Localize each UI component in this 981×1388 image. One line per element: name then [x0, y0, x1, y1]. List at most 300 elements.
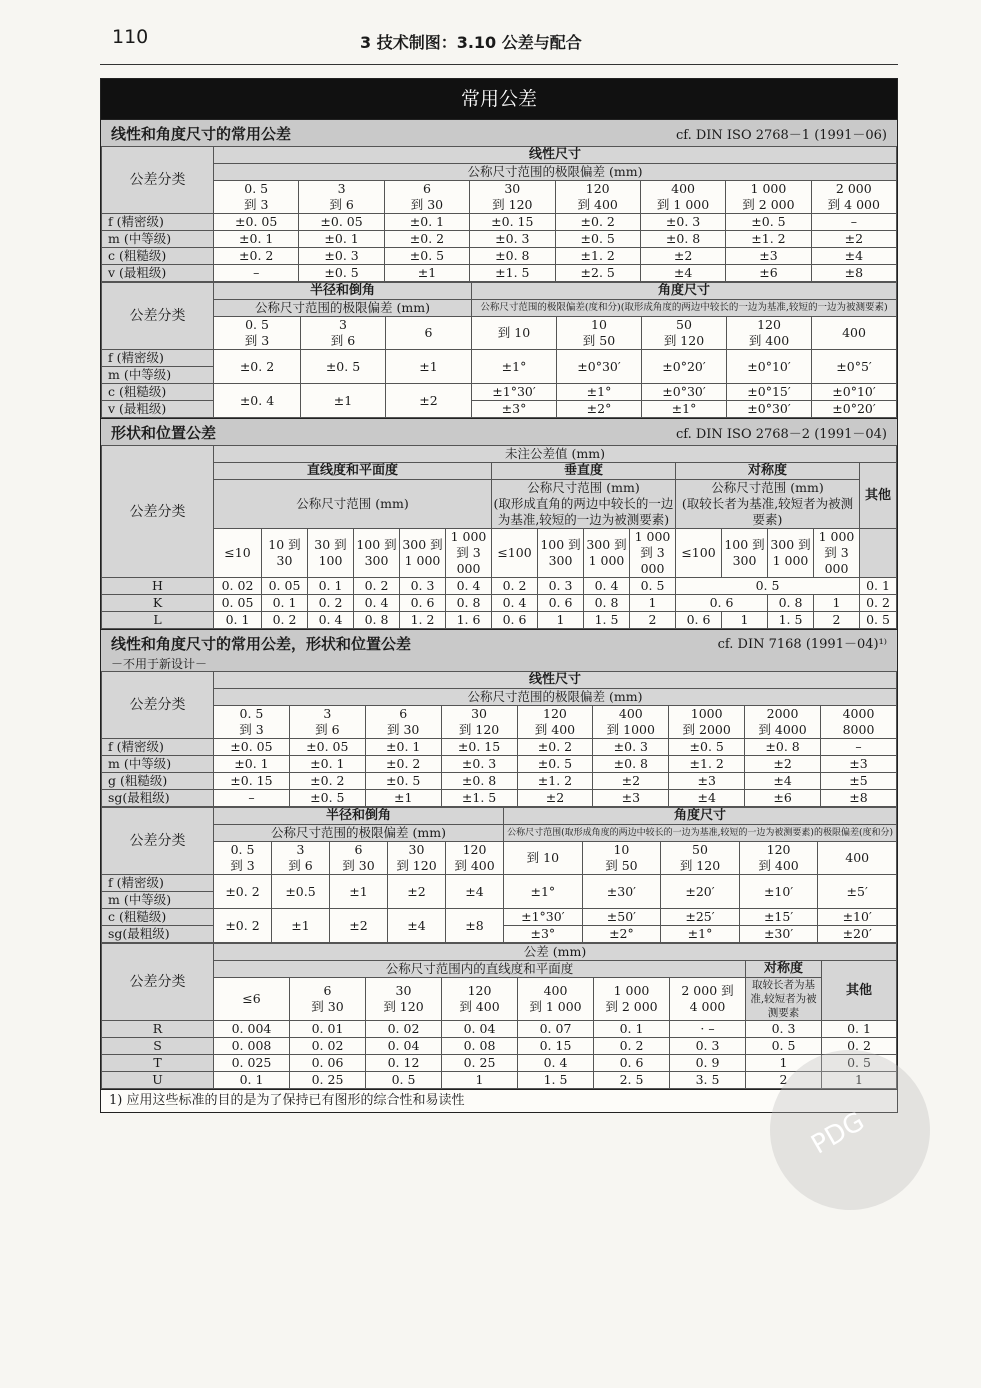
symmetry-header: 对称度: [676, 463, 860, 480]
cell: ±0. 3: [299, 248, 384, 265]
cell: ±1: [301, 384, 386, 418]
flat-range-6: 2 000 到 4 000: [670, 978, 746, 1021]
flat-range-0: ≤6: [214, 978, 290, 1021]
cell: 0. 4: [492, 595, 538, 612]
cell: ±5′: [818, 875, 897, 909]
col-header: 300 到 1 000: [768, 529, 814, 578]
perp-range: 公称尺寸范围 (mm) (取形成直角的两边中较长的一边为基准,较短的一边为被测要素): [492, 480, 676, 529]
cell: 0. 2: [492, 578, 538, 595]
cell: ±0. 8: [441, 773, 517, 790]
cell: ±1. 2: [517, 773, 593, 790]
table-row: [102, 595, 897, 612]
cell: ±0. 5: [517, 756, 593, 773]
cell: ±0. 15: [214, 773, 290, 790]
tolerance-sheet: [100, 78, 898, 1113]
radius-range-2: 6: [386, 317, 472, 350]
cell: ±1: [386, 350, 472, 384]
class-v: v (最粗级): [102, 401, 214, 418]
cell: ±0°20′: [812, 401, 897, 418]
cell: ±0. 3: [640, 214, 725, 231]
straightness-range: 公称尺寸范围 (mm): [214, 480, 492, 529]
cell: ±0. 8: [470, 248, 555, 265]
other-header: 其他: [860, 463, 897, 529]
cell: 0. 2: [308, 595, 354, 612]
class-sg: sg(最粗级): [102, 926, 214, 943]
cell: ±0. 1: [384, 214, 469, 231]
radius-range-0: 0. 5 到 3: [214, 842, 272, 875]
section-heading-2: [101, 418, 897, 445]
footnote: 1) 应用这些标准的目的是为了保持已有图形的综合性和易读性: [101, 1089, 897, 1112]
class-m: m (中等级): [102, 231, 214, 248]
class-g: g (粗糙级): [102, 773, 214, 790]
watermark-stamp: PDG: [741, 1021, 960, 1240]
cell: ±2: [330, 909, 388, 943]
form-position-table: [101, 445, 897, 629]
cell: ±0. 5: [365, 773, 441, 790]
cell: 0. 05: [262, 578, 308, 595]
cell: ±6: [726, 265, 811, 282]
class-f: f (精密级): [102, 875, 214, 892]
cell: 1: [630, 595, 676, 612]
cell: 0. 4: [584, 578, 630, 595]
cell: 0. 02: [214, 578, 262, 595]
range-0: 0. 5 到 3: [214, 181, 299, 214]
cell: ±30′: [739, 926, 818, 943]
radius-range-title: 公称尺寸范围的极限偏差 (mm): [214, 825, 504, 842]
cell: ±4: [446, 875, 504, 909]
table-row: [102, 265, 897, 282]
din7168-linear-table: [101, 671, 897, 807]
class-c: c (粗糙级): [102, 248, 214, 265]
section3-title: 线性和角度尺寸的常用公差，形状和位置公差 －不用于新设计－: [111, 635, 412, 671]
class-T: T: [102, 1055, 214, 1072]
table-row: [102, 909, 897, 926]
din7168-form-table: [101, 943, 897, 1089]
cell: ±0. 1: [214, 756, 290, 773]
cell: ±4: [388, 909, 446, 943]
cell: ±25′: [661, 909, 740, 926]
flat-range-3: 120 到 400: [442, 978, 518, 1021]
cell: ±0. 1: [299, 231, 384, 248]
cell: 0. 4: [446, 578, 492, 595]
cell: ±0. 2: [214, 909, 272, 943]
cell: 0. 008: [214, 1038, 290, 1055]
table-row: [102, 214, 897, 231]
cell: ±30′: [582, 875, 661, 909]
cell: 0. 25: [442, 1055, 518, 1072]
header-rule: [100, 64, 898, 65]
cell: ±1°30′: [472, 384, 557, 401]
cell: ±0. 5: [726, 214, 811, 231]
radius-range-2: 6 到 30: [330, 842, 388, 875]
cell: ±0. 2: [365, 756, 441, 773]
cell: ±4: [745, 773, 821, 790]
cell: 0. 004: [214, 1021, 290, 1038]
cell: 0. 3: [746, 1021, 822, 1038]
angle-header: 角度尺寸: [504, 808, 897, 825]
table-row: [102, 773, 897, 790]
cell: ±3: [821, 756, 897, 773]
cell: 0. 1: [822, 1021, 897, 1038]
cell: 0. 5: [630, 578, 676, 595]
cell: ±0. 3: [470, 231, 555, 248]
range-1: 3 到 6: [299, 181, 384, 214]
cell: ±0. 8: [593, 756, 669, 773]
cell: ±0.5: [272, 875, 330, 909]
range-5: 400 到 1000: [593, 706, 669, 739]
cell: ±0°30′: [557, 350, 642, 384]
cell: ±1. 2: [555, 248, 640, 265]
running-title: 3 技术制图：3.10 公差与配合: [360, 33, 582, 52]
cell: ±50′: [582, 909, 661, 926]
table-row: [102, 790, 897, 807]
cell: ±1°: [557, 384, 642, 401]
cell: ±2°: [582, 926, 661, 943]
table-row: [102, 578, 897, 595]
range-4: 120 到 400: [555, 181, 640, 214]
linear-tolerance-table: [101, 146, 897, 282]
cell: ±0. 3: [441, 756, 517, 773]
cell: ±1. 2: [726, 231, 811, 248]
section2-ref: cf. DIN ISO 2768－2 (1991－04): [675, 426, 887, 442]
cell: 0. 9: [670, 1055, 746, 1072]
section-heading-1: [101, 119, 897, 146]
cell: ±1°: [504, 875, 583, 909]
table-row: [102, 756, 897, 773]
cell: 0. 3: [670, 1038, 746, 1055]
cell: 0. 05: [214, 595, 262, 612]
cell: 0. 8: [768, 595, 814, 612]
cell: ±0. 2: [384, 231, 469, 248]
radius-range-4: 120 到 400: [446, 842, 504, 875]
cell: 1. 5: [518, 1072, 594, 1089]
range-title: 公称尺寸范围的极限偏差 (mm): [214, 164, 897, 181]
class-m: m (中等级): [102, 756, 214, 773]
cell: ±0°10′: [727, 350, 812, 384]
table-row: [102, 612, 897, 629]
table-row: [102, 1021, 897, 1038]
cell: ±0. 2: [214, 248, 299, 265]
cell: 0. 25: [290, 1072, 366, 1089]
cell: ±15′: [739, 909, 818, 926]
col-header: ≤100: [676, 529, 722, 578]
class-R: R: [102, 1021, 214, 1038]
range-0: 0. 5 到 3: [214, 706, 290, 739]
cell: 0. 6: [400, 595, 446, 612]
cell: ±3°: [504, 926, 583, 943]
radius-range-3: 30 到 120: [388, 842, 446, 875]
col-header: 1 000 到 3 000: [630, 529, 676, 578]
flat-range-2: 30 到 120: [366, 978, 442, 1021]
class-header: 公差分类: [102, 944, 214, 1021]
col-header: 300 到 1 000: [584, 529, 630, 578]
table-row: [102, 875, 897, 892]
class-header: 公差分类: [102, 808, 214, 875]
radius-header: 半径和倒角: [214, 283, 472, 300]
cell: 0. 8: [446, 595, 492, 612]
cell: ±8: [821, 790, 897, 807]
cell: 0. 6: [594, 1055, 670, 1072]
range-3: 30 到 120: [441, 706, 517, 739]
section2-title: 形状和位置公差: [111, 423, 217, 442]
cell: ±0. 5: [384, 248, 469, 265]
perpendicularity-header: 垂直度: [492, 463, 676, 480]
din7168-radius-angle-table: [101, 807, 897, 943]
class-L: L: [102, 612, 214, 629]
radius-header: 半径和倒角: [214, 808, 504, 825]
cell: 1: [442, 1072, 518, 1089]
cell: ±1. 5: [470, 265, 555, 282]
cell: 0. 12: [366, 1055, 442, 1072]
cell: ±0°10′: [812, 384, 897, 401]
cell: 1. 2: [400, 612, 446, 629]
symmetry-header: 对称度: [746, 961, 822, 978]
cell: –: [214, 265, 299, 282]
class-header: 公差分类: [102, 672, 214, 739]
col-header: 100 到 300: [722, 529, 768, 578]
cell: 1: [822, 1072, 897, 1089]
cell: ±0°15′: [727, 384, 812, 401]
cell: ±2: [640, 248, 725, 265]
class-f: f (精密级): [102, 739, 214, 756]
cell: 0. 15: [518, 1038, 594, 1055]
cell: 1: [814, 595, 860, 612]
cell: ±1. 2: [669, 756, 745, 773]
cell: 0. 1: [594, 1021, 670, 1038]
angle-range-2: 50 到 120: [661, 842, 740, 875]
cell: 0. 1: [262, 595, 308, 612]
cell: ±2: [386, 384, 472, 418]
cell: ±4: [669, 790, 745, 807]
flat-range-1: 6 到 30: [290, 978, 366, 1021]
col-header: 300 到 1 000: [400, 529, 446, 578]
flat-range-5: 1 000 到 2 000: [594, 978, 670, 1021]
cell: 0. 5: [366, 1072, 442, 1089]
cell: ±1°: [642, 401, 727, 418]
linear-header: 线性尺寸: [214, 672, 897, 689]
angle-range-title: 公称尺寸范围的极限偏差(度和分)(取形成角度的两边中较长的一边为基准,较短的一边为被测要素): [472, 300, 897, 317]
cell: ±1°: [472, 350, 557, 384]
cell: ±1: [330, 875, 388, 909]
angle-range-2: 50 到 120: [642, 317, 727, 350]
cell: 1. 5: [768, 612, 814, 629]
cell: ±0°30′: [727, 401, 812, 418]
flatness-header: 公称尺寸范围内的直线度和平面度: [214, 961, 746, 978]
cell: 3. 5: [670, 1072, 746, 1089]
cell: –: [214, 790, 290, 807]
radius-angle-table: [101, 282, 897, 418]
col-header: ≤100: [492, 529, 538, 578]
cell: · –: [670, 1021, 746, 1038]
cell: 0. 08: [442, 1038, 518, 1055]
cell: ±8: [446, 909, 504, 943]
col-header-empty: [860, 529, 897, 578]
cell: 0. 3: [400, 578, 446, 595]
angle-range-0: 到 10: [504, 842, 583, 875]
cell: ±0. 15: [470, 214, 555, 231]
table-row: [102, 1038, 897, 1055]
cell: ±2: [517, 790, 593, 807]
class-sg: sg(最粗级): [102, 790, 214, 807]
section-heading-3: [101, 629, 897, 671]
straightness-header: 直线度和平面度: [214, 463, 492, 480]
cell: ±20′: [818, 926, 897, 943]
cell: ±10′: [739, 875, 818, 909]
range-2: 6 到 30: [384, 181, 469, 214]
cell: 0. 1: [214, 612, 262, 629]
col-header: 1 000 到 3 000: [446, 529, 492, 578]
cell: ±0. 3: [593, 739, 669, 756]
cell: 0. 02: [366, 1021, 442, 1038]
cell: ±3: [593, 790, 669, 807]
cell: ±0. 05: [299, 214, 384, 231]
cell: ±10′: [818, 909, 897, 926]
cell: ±0. 2: [517, 739, 593, 756]
radius-range-0: 0. 5 到 3: [214, 317, 301, 350]
section1-ref: cf. DIN ISO 2768－1 (1991－06): [675, 127, 887, 143]
angle-range-3: 120 到 400: [727, 317, 812, 350]
cell: 0. 5: [676, 578, 860, 595]
flat-range-4: 400 到 1 000: [518, 978, 594, 1021]
page-number: 110: [112, 26, 149, 48]
cell: 0. 3: [538, 578, 584, 595]
cell: ±1. 5: [441, 790, 517, 807]
range-7: 2000 到 4000: [745, 706, 821, 739]
cell: ±2°: [557, 401, 642, 418]
cell: 0. 2: [354, 578, 400, 595]
angle-range-1: 10 到 50: [557, 317, 642, 350]
cell: ±1: [384, 265, 469, 282]
untoleranced-header: 未注公差值 (mm): [214, 446, 897, 463]
cell: ±1: [272, 909, 330, 943]
col-header: 100 到 300: [354, 529, 400, 578]
cell: 0. 6: [492, 612, 538, 629]
col-header: 30 到 100: [308, 529, 354, 578]
cell: ±0. 1: [214, 231, 299, 248]
sym-range: 公称尺寸范围 (mm) (取较长者为基准,较短者为被测要素): [676, 480, 860, 529]
cell: 0. 1: [308, 578, 354, 595]
cell: 0. 6: [538, 595, 584, 612]
cell: ±6: [745, 790, 821, 807]
cell: ±4: [640, 265, 725, 282]
cell: 0. 8: [354, 612, 400, 629]
cell: –: [821, 739, 897, 756]
cell: ±20′: [661, 875, 740, 909]
page-title: 常用公差: [101, 79, 897, 119]
cell: 2: [630, 612, 676, 629]
class-header: 公差分类: [102, 283, 214, 350]
cell: 0. 1: [214, 1072, 290, 1089]
cell: ±2: [745, 756, 821, 773]
cell: 0. 4: [518, 1055, 594, 1072]
table-row: [102, 248, 897, 265]
range-6: 1000 到 2000: [669, 706, 745, 739]
cell: ±0. 2: [214, 350, 301, 384]
cell: ±2: [811, 231, 896, 248]
range-2: 6 到 30: [365, 706, 441, 739]
class-header: 公差分类: [102, 147, 214, 214]
cell: ±0. 05: [214, 214, 299, 231]
angle-range-4: 400: [818, 842, 897, 875]
cell: 0. 1: [860, 578, 897, 595]
symmetry-note: 取较长者为基准,较短者为被测要素: [746, 978, 822, 1021]
cell: 0. 4: [308, 612, 354, 629]
cell: ±0. 5: [301, 350, 386, 384]
linear-header: 线性尺寸: [214, 147, 897, 164]
cell: ±2: [388, 875, 446, 909]
cell: 2. 5: [594, 1072, 670, 1089]
section3-ref: cf. DIN 7168 (1991－04)¹⁾: [717, 637, 887, 652]
cell: ±0. 8: [640, 231, 725, 248]
range-5: 400 到 1 000: [640, 181, 725, 214]
range-title: 公称尺寸范围的极限偏差 (mm): [214, 689, 897, 706]
cell: ±5: [821, 773, 897, 790]
cell: ±0. 5: [289, 790, 365, 807]
cell: 0. 02: [290, 1038, 366, 1055]
cell: ±0. 1: [365, 739, 441, 756]
cell: ±0. 8: [745, 739, 821, 756]
table-row: [102, 1055, 897, 1072]
cell: ±0. 2: [289, 773, 365, 790]
table-row: [102, 384, 897, 401]
col-header: 10 到 30: [262, 529, 308, 578]
cell: –: [811, 214, 896, 231]
col-header: 100 到 300: [538, 529, 584, 578]
cell: ±2. 5: [555, 265, 640, 282]
class-c: c (粗糙级): [102, 909, 214, 926]
cell: ±1°: [661, 926, 740, 943]
class-c: c (粗糙级): [102, 384, 214, 401]
cell: 0. 5: [822, 1055, 897, 1072]
class-header: 公差分类: [102, 446, 214, 578]
class-m: m (中等级): [102, 892, 214, 909]
cell: ±1°30′: [504, 909, 583, 926]
class-K: K: [102, 595, 214, 612]
range-8: 4000 8000: [821, 706, 897, 739]
cell: 2: [746, 1072, 822, 1089]
cell: 0. 5: [860, 612, 897, 629]
cell: ±0. 15: [441, 739, 517, 756]
range-4: 120 到 400: [517, 706, 593, 739]
cell: 0. 4: [354, 595, 400, 612]
radius-range-1: 3 到 6: [301, 317, 386, 350]
angle-range-4: 400: [812, 317, 897, 350]
class-f: f (精密级): [102, 214, 214, 231]
class-m: m (中等级): [102, 367, 214, 384]
cell: ±3°: [472, 401, 557, 418]
cell: 1: [722, 612, 768, 629]
class-f: f (精密级): [102, 350, 214, 367]
class-U: U: [102, 1072, 214, 1089]
cell: ±1: [365, 790, 441, 807]
cell: ±0. 5: [555, 231, 640, 248]
cell: ±0. 1: [289, 756, 365, 773]
cell: 0. 5: [746, 1038, 822, 1055]
cell: 2: [814, 612, 860, 629]
class-S: S: [102, 1038, 214, 1055]
range-6: 1 000 到 2 000: [726, 181, 811, 214]
cell: 0. 04: [366, 1038, 442, 1055]
angle-range-3: 120 到 400: [739, 842, 818, 875]
cell: 0. 2: [860, 595, 897, 612]
cell: ±0. 05: [289, 739, 365, 756]
radius-range-title: 公称尺寸范围的极限偏差 (mm): [214, 300, 472, 317]
table-row: [102, 231, 897, 248]
cell: 0. 04: [442, 1021, 518, 1038]
cell: ±4: [811, 248, 896, 265]
cell: 0. 6: [676, 595, 768, 612]
cell: ±0. 5: [669, 739, 745, 756]
